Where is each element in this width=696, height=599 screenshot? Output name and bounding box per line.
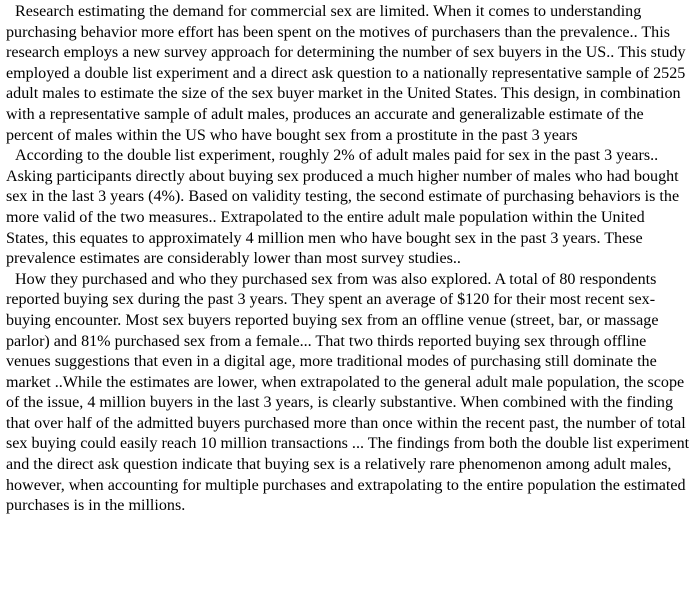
- paragraph-demand-research: Research estimating the demand for commercial sex are limited. When it comes to understanding purchasing behavior more effort has been spent on the motives of purchasers than the prevalence.. This research employs a new survey approach for determining the number of sex buyers in the US.. This study employed a double list experiment and a direct ask question to a nationally representative sample of 2525 adult males to estimate the size of the sex buyer market in the United States. This design, in combination with a representative sample of adult males, produces an accurate and generalizable estimate of the percent of males within the US who have bought sex from a prostitute in the past 3 years: [6, 3, 686, 144]
- paragraph-purchase-methods: How they purchased and who they purchased sex from was also explored. A total of 80 respondents reported buying sex during the past 3 years. They spent an average of $120 for their most recent sex-buying encounter. Most sex buyers reported buying sex from an offline venue (street, bar, or massage parlor) and 81% purchased sex from a female... That two thirds reported buying sex through offline venues suggestions that even in a digital age, more traditional modes of purchasing still dominate the market ..While the estimates are lower, when extrapolated to the general adult male population, the scope of the issue, 4 million buyers in the last 3 years, is clearly substantive. When combined with the finding that over half of the admitted buyers purchased more than once within the recent past, the number of total sex buying could easily reach 10 million transactions ... The findings from both the double list experiment and the direct ask question indicate that buying sex is a relatively rare phenomenon among adult males, however, when accounting for multiple purchases and extrapolating to the entire population the estimated purchases is in the millions.: [6, 270, 690, 515]
- paragraph-double-list-results: According to the double list experiment, roughly 2% of adult males paid for sex in the past 3 years.. Asking participants directly about buying sex produced a much higher number of males who had bought sex in the last 3 years (4%). Based on validity testing, the second estimate of purchasing behaviors is the more valid of the two measures.. Extrapolated to the entire adult male population within the United States, this equates to approximately 4 million men who have bought sex in the past 3 years. These prevalence estimates are considerably lower than most survey studies..: [6, 147, 680, 268]
